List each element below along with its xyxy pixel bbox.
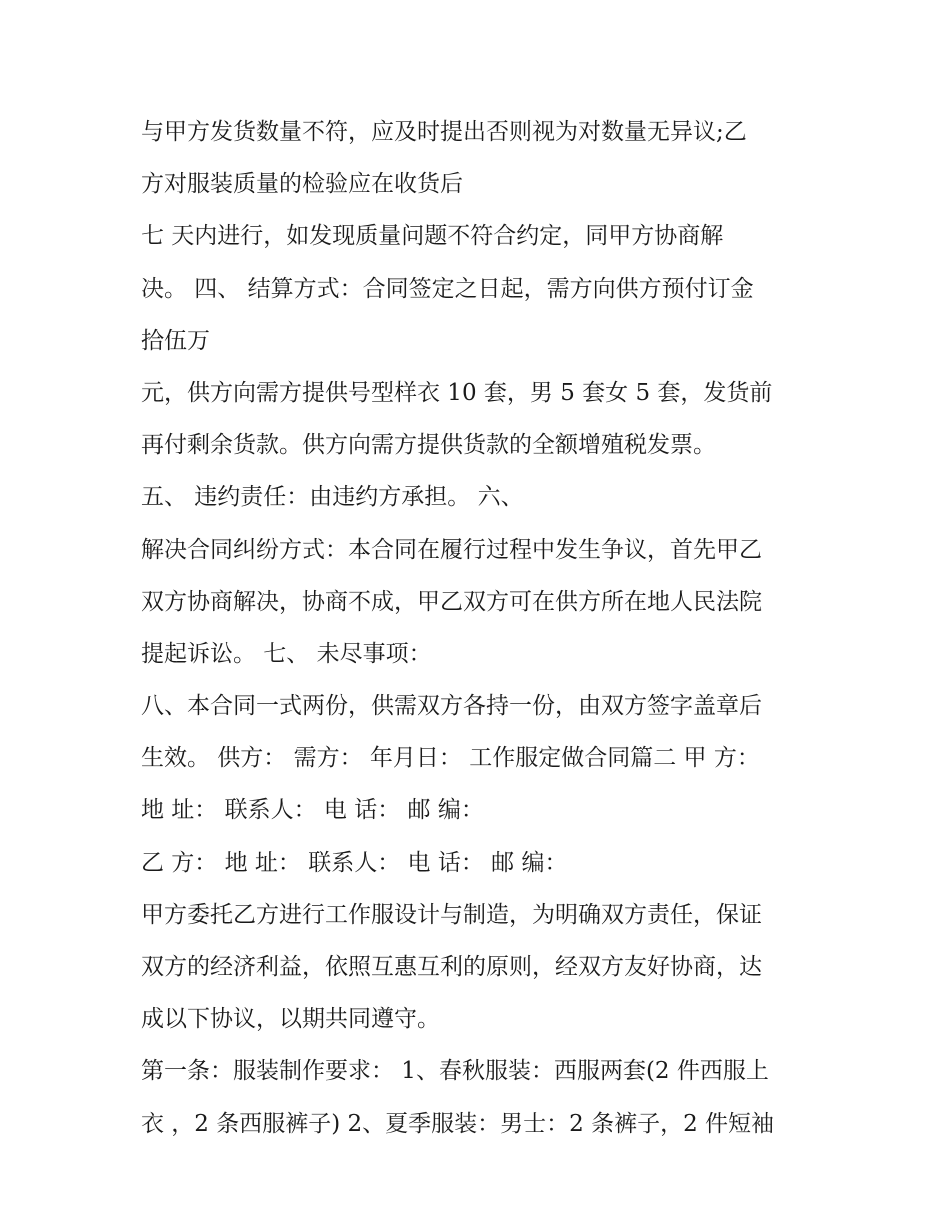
text-line: 八、本合同一式两份，供需双方各持一份，由双方签字盖章后 <box>141 693 762 720</box>
text-line: 决。 四、 结算方式：合同签定之日起，需方向供方预付订金 <box>141 275 754 302</box>
text-line: 双方的经济利益，依照互惠互利的原则，经双方友好协商，达 <box>141 954 762 980</box>
text-line: 再付剩余货款。供方向需方提供货款的全额增殖税发票。 <box>141 432 716 459</box>
text-line: 双方协商解决，协商不成，甲乙双方可在供方所在地人民法院 <box>141 588 762 615</box>
text-line: 方对服装质量的检验应在收货后 <box>141 171 463 198</box>
text-line: 元，供方向需方提供号型样衣 10 套，男 5 套女 5 套，发货前 <box>141 379 773 406</box>
text-line: 地 址： 联系人： 电 话： 邮 编： <box>141 797 484 824</box>
text-line: 成以下协议，以期共同遵守。 <box>141 1006 440 1033</box>
text-line: 生效。 供方： 需方： 年月日： 工作服定做合同篇二 甲 方： <box>141 745 760 772</box>
text-line: 甲方委托乙方进行工作服设计与制造，为明确双方责任，保证 <box>141 901 762 928</box>
contract-text-body <box>141 106 821 1150</box>
text-line: 乙 方： 地 址： 联系人： 电 话： 邮 编： <box>141 849 568 876</box>
text-line: 七 天内进行，如发现质量问题不符合约定，同甲方协商解 <box>141 223 724 250</box>
text-line: 拾伍万 <box>141 327 210 354</box>
text-line: 提起诉讼。 七、 未尽事项： <box>141 640 432 667</box>
text-line: 解决合同纠纷方式：本合同在履行过程中发生争议，首先甲乙 <box>141 536 762 563</box>
text-line: 与甲方发货数量不符，应及时提出否则视为对数量无异议;乙 <box>141 119 747 145</box>
text-line: 衣 ，2 条西服裤子) 2、夏季服装：男士：2 条裤子，2 件短袖 <box>141 1110 775 1137</box>
text-line: 五、 违约责任：由违约方承担。 六、 <box>141 484 524 511</box>
text-line: 第一条：服装制作要求： 1、春秋服装：西服两套(2 件西服上 <box>141 1058 769 1085</box>
